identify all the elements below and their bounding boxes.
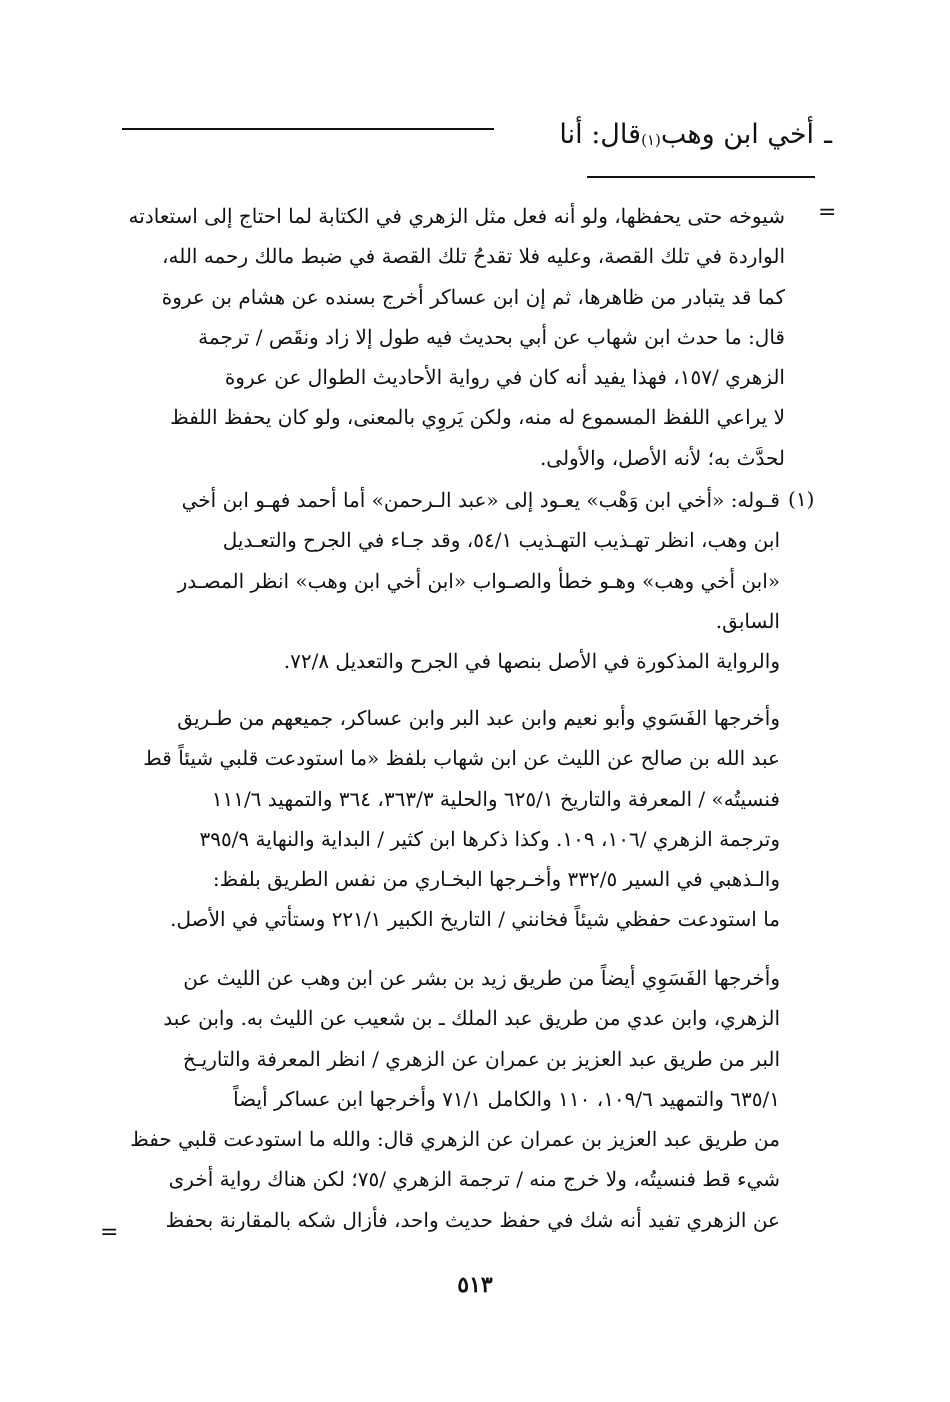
text-line: فنسيتُه» / المعرفة والتاريخ ٦٢٥/١ والحلية ٣٦٣/٣، ٣٦٤ والتمهيد ١١١/٦ bbox=[211, 786, 780, 811]
header-text-before: أخي ابن وهب bbox=[660, 119, 815, 150]
text-line: شيوخه حتى يحفظها، ولو أنه فعل مثل الزهري في الكتابة لما احتاج إلى استعادته bbox=[128, 204, 785, 228]
footnote-1 bbox=[125, 480, 780, 641]
text-line: ابن وهب، انظر تهـذيب التهـذيب ٥٤/١، وقد جـاء في الجرح والتعـديل bbox=[222, 528, 780, 553]
paragraph-1 bbox=[125, 641, 780, 681]
text-line: ما استودعت حفظي شيئاً فخانني / التاريخ الكبير ٢٢١/١ وستأتي في الأصل. bbox=[170, 907, 780, 932]
running-header bbox=[559, 104, 832, 148]
text-line: البر من طريق عبد العزيز بن عمران عن الزهري / انظر المعرفة والتاريـخ bbox=[182, 1046, 780, 1071]
header-footnote-ref: (١) bbox=[641, 131, 661, 149]
text-line: ٦٣٥/١ والتمهيد ١٠٩/٦، ١١٠ والكامل ٧١/١ وأخرجها ابن عساكر أيضاً bbox=[233, 1086, 780, 1111]
text-line: قـوله: «أخي ابن وَهْب» يعـود إلى «عبد الـرحمن» أما أحمد فهـو ابن أخي bbox=[181, 488, 780, 512]
text-line: لحدَّث به؛ لأنه الأصل، والأولى. bbox=[539, 445, 785, 470]
footnote-separator bbox=[587, 176, 815, 178]
text-line: وأخرجها الفَسَوِي أيضاً من طريق زيد بن بشر عن ابن وهب عن الليث عن bbox=[183, 966, 780, 990]
continues-marker: = bbox=[100, 1220, 119, 1245]
text-line: لا يراعي اللفظ المسموع له منه، ولكن يَروِي بالمعنى، ولو كان يحفظ اللفظ bbox=[170, 405, 785, 430]
header-rule bbox=[122, 128, 494, 130]
text-line: والـذهبي في السير ٣٣٢/٥ وأخـرجها البخـاري من نفس الطريق بلفظ: bbox=[212, 867, 780, 892]
text-line: كما قد يتبادر من ظاهرها، ثم إن ابن عساكر أخرج بسنده عن هشام بن عروة bbox=[161, 284, 785, 309]
continued-note bbox=[125, 196, 785, 478]
header-dash: ـ bbox=[824, 119, 832, 150]
continued-marker: = bbox=[818, 200, 837, 225]
text-line: من طريق عبد العزيز بن عمران عن الزهري قال: والله ما استودعت قلبي حفظ bbox=[130, 1127, 780, 1152]
text-line: والرواية المذكورة في الأصل بنصها في الجرح والتعديل ٧٢/٨. bbox=[283, 649, 780, 673]
text-line: عبد الله بن صالح عن الليث عن ابن شهاب بلفظ «ما استودعت قلبي شيئاً قط bbox=[143, 746, 780, 771]
text-line: عن الزهري تفيد أنه شك في حفظ حديث واحد، فأزال شكه بالمقارنة بحفظ bbox=[165, 1207, 780, 1232]
text-line: الواردة في تلك القصة، وعليه فلا تقدحُ تلك القصة في ضبط مالك رحمه الله، bbox=[162, 244, 785, 269]
header-text-after: قال: أنا bbox=[559, 119, 642, 150]
paragraph-2 bbox=[125, 698, 780, 940]
text-line: وترجمة الزهري /١٠٦، ١٠٩. وكذا ذكرها ابن كثير / البداية والنهاية ٣٩٥/٩ bbox=[199, 826, 780, 851]
page-number: ٥١٣ bbox=[457, 1272, 493, 1298]
text-line: السابق. bbox=[715, 608, 780, 633]
text-line: الزهري، وابن عدي من طريق عبد الملك ـ بن شعيب عن الليث به. وابن عبد bbox=[163, 1006, 780, 1031]
footnote-number: (١) bbox=[788, 487, 815, 511]
text-line: وأخرجها الفَسَوي وأبو نعيم وابن عبد البر وابن عساكر، جميعهم من طـريق bbox=[177, 706, 780, 730]
text-line: الزهري /١٥٧، فهذا يفيد أنه كان في رواية الأحاديث الطوال عن عروة bbox=[224, 365, 785, 390]
text-line: «ابن أخي وهب» وهـو خطأ والصـواب «ابن أخي ابن وهب» انظر المصـدر bbox=[177, 568, 780, 593]
paragraph-3 bbox=[125, 958, 780, 1240]
text-line: قال: ما حدث ابن شهاب عن أبي بحديث فيه طول إلا زاد ونقَص / ترجمة bbox=[198, 324, 785, 349]
text-line: شيء قط فنسيتُه، ولا خرج منه / ترجمة الزهري /٧٥؛ لكن هناك رواية أخرى bbox=[168, 1167, 780, 1192]
